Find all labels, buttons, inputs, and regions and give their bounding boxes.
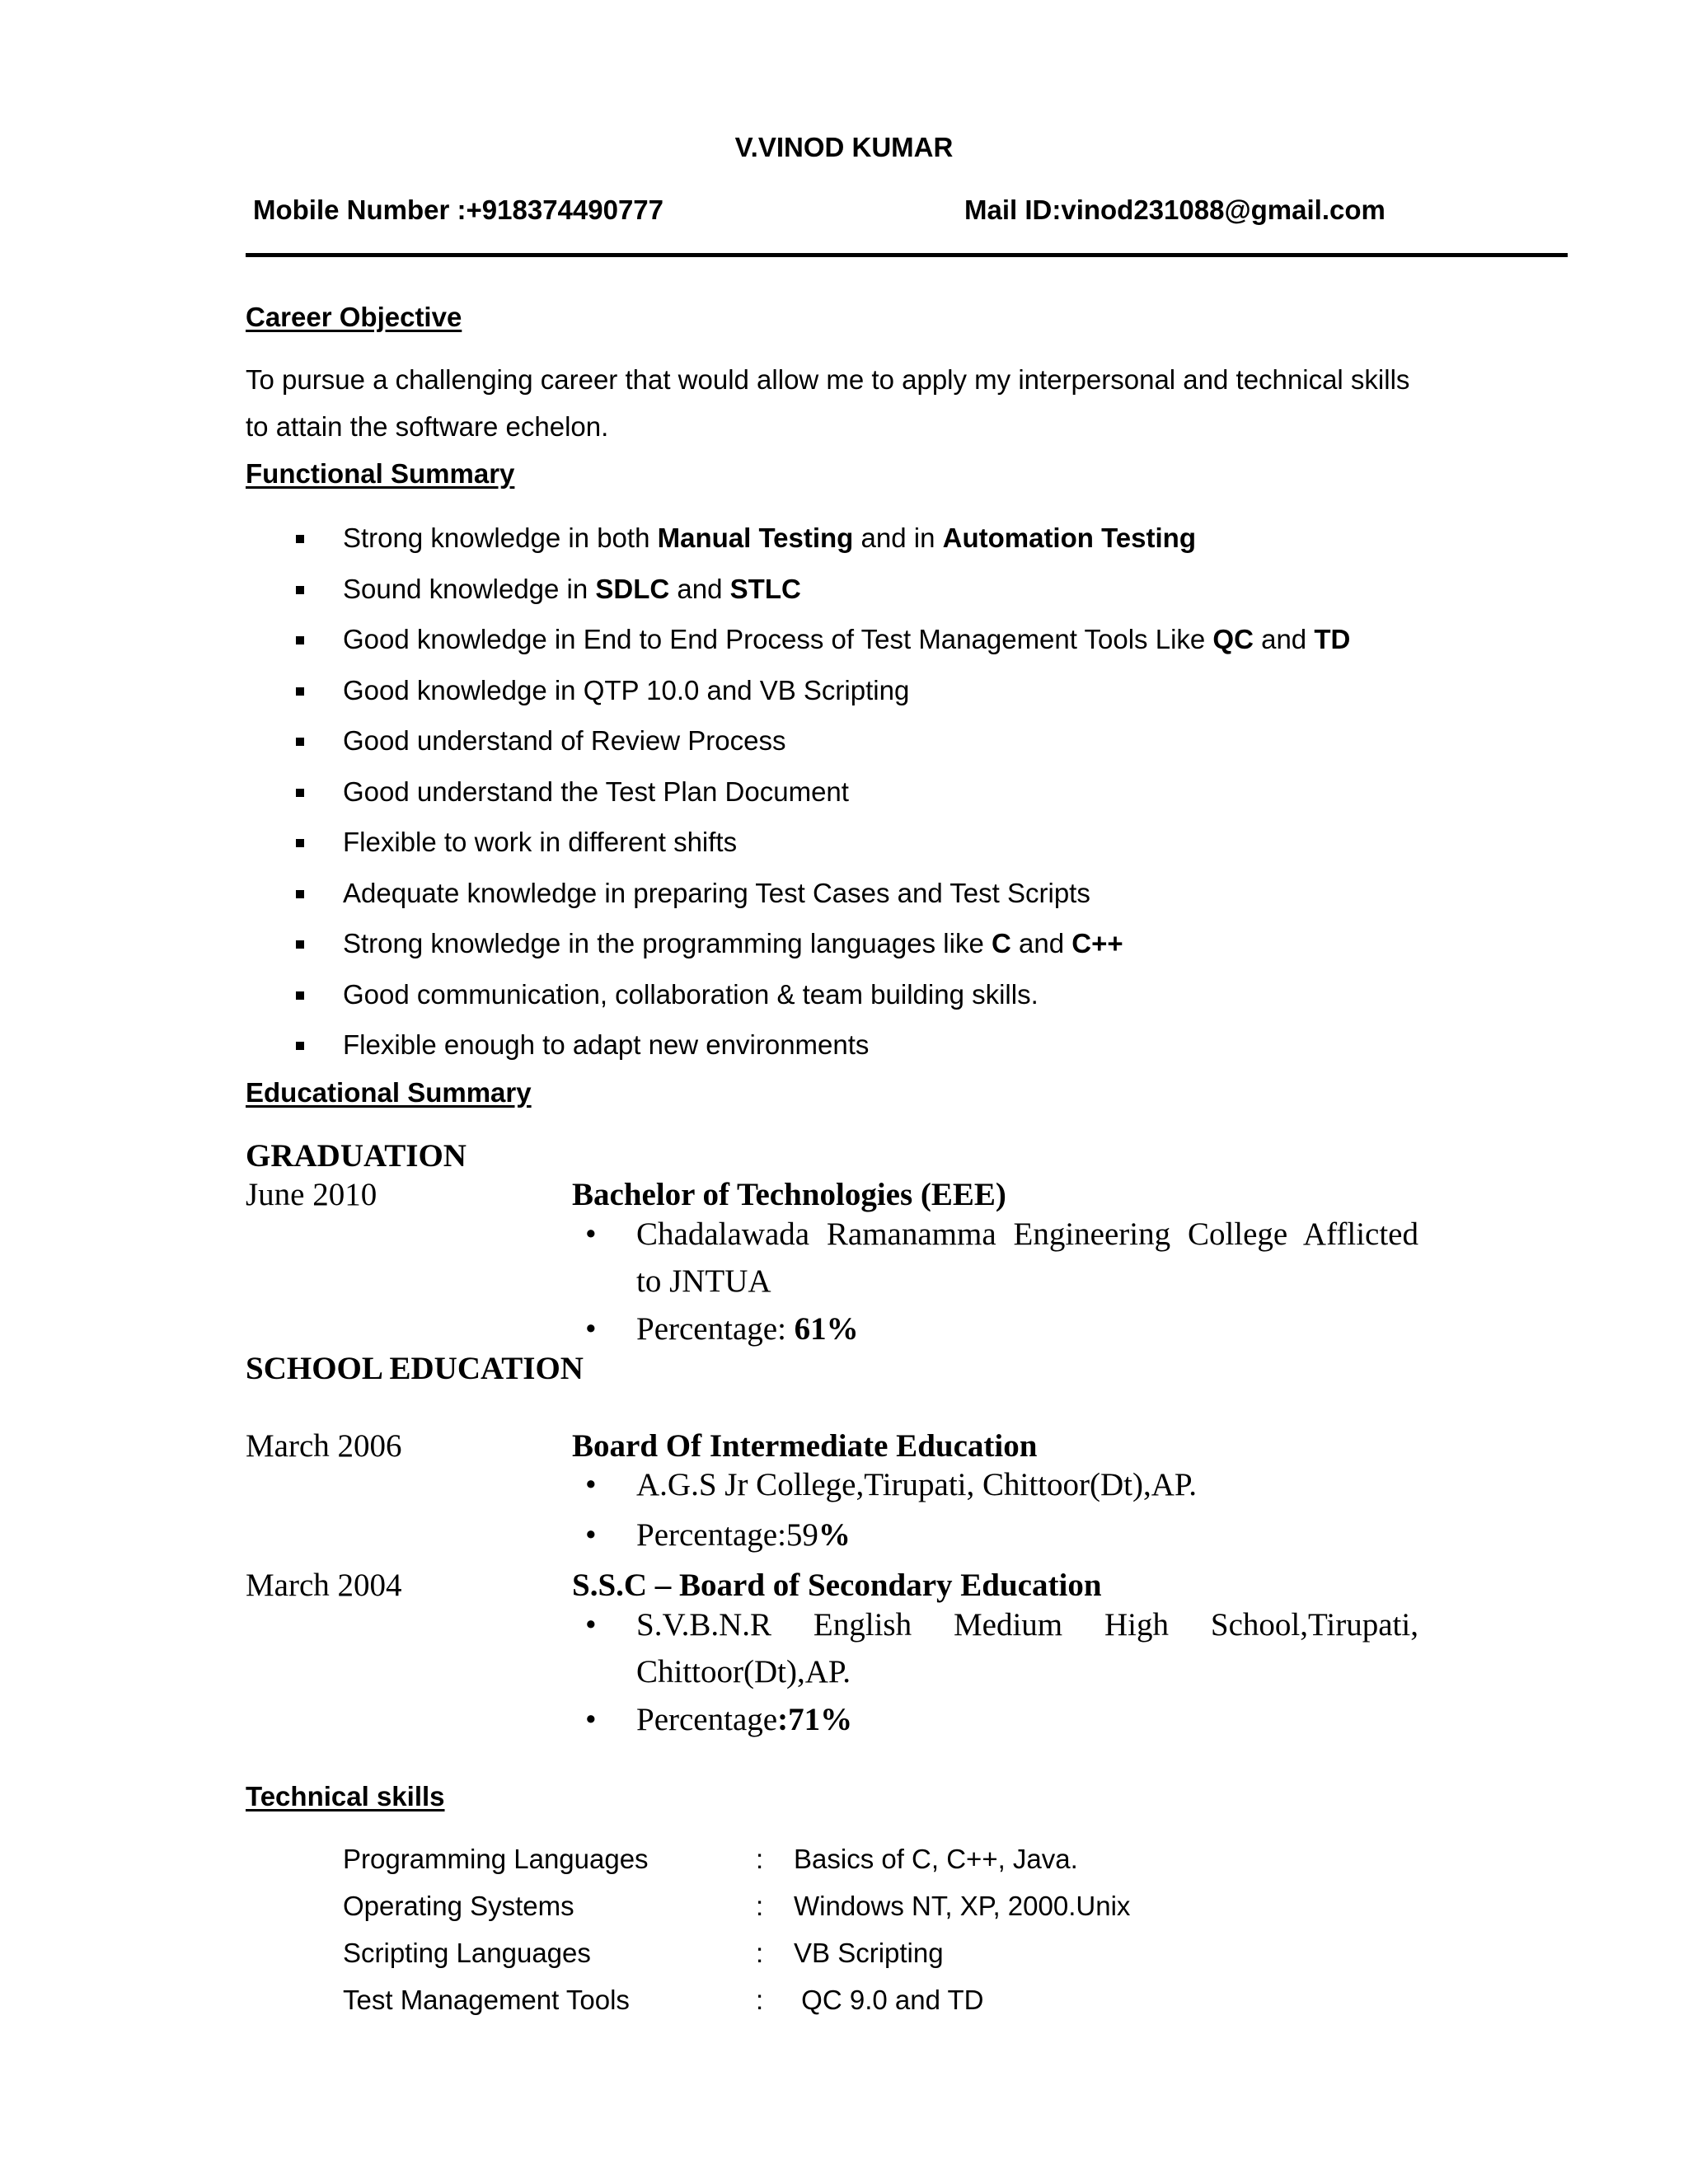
ssc-percentage: Percentage:71% [636,1702,853,1737]
list-item: Good knowledge in End to End Process of Test Management Tools Like QC and TD [343,624,1351,654]
skill-value: QC 9.0 and TD [794,1985,984,2015]
list-item: Strong knowledge in both Manual Testing and in Automation Testing [343,523,1196,553]
list-item: Good communication, collaboration & team building skills. [343,979,1039,1010]
skill-colon: : [756,1844,764,1874]
functional-summary-heading: Functional Summary [246,458,515,489]
technical-skills-heading: Technical skills [246,1781,445,1811]
skill-value: Windows NT, XP, 2000.Unix [794,1891,1131,1921]
bullet-dot-icon: • [585,1467,597,1502]
square-bullet-icon [296,839,304,847]
skill-label: Test Management Tools [343,1985,630,2015]
square-bullet-icon [296,535,304,543]
graduation-degree: Bachelor of Technologies (EEE) [572,1177,1006,1212]
list-item: Good knowledge in QTP 10.0 and VB Scripting [343,675,910,705]
mail-id: Mail ID:vinod231088@gmail.com [964,194,1386,225]
educational-summary-heading: Educational Summary [246,1077,532,1108]
ssc-date: March 2004 [246,1568,402,1603]
square-bullet-icon [296,586,304,594]
square-bullet-icon [296,636,304,644]
skill-label: Programming Languages [343,1844,649,1874]
career-objective-line-1: To pursue a challenging career that would allow me to apply my interpersonal and technical skills [246,364,1410,395]
square-bullet-icon [296,1042,304,1050]
list-item: Adequate knowledge in preparing Test Cases and Test Scripts [343,878,1090,908]
graduation-heading: GRADUATION [246,1138,467,1174]
bullet-dot-icon: • [585,1702,597,1737]
list-item: Flexible to work in different shifts [343,827,738,857]
intermediate-college: A.G.S Jr College,Tirupati, Chittoor(Dt),AP. [636,1467,1198,1502]
square-bullet-icon [296,738,304,746]
skill-colon: : [756,1891,764,1921]
square-bullet-icon [296,687,304,696]
graduation-percentage: Percentage: 61% [636,1311,859,1347]
list-item: Good understand the Test Plan Document [343,776,849,807]
graduation-college-line-2: to JNTUA [636,1263,771,1299]
square-bullet-icon [296,991,304,1000]
skill-value: Basics of C, C++, Java. [794,1844,1078,1874]
bullet-dot-icon: • [585,1607,597,1643]
bullet-dot-icon: • [585,1517,597,1553]
skill-colon: : [756,1985,764,2015]
list-item: Strong knowledge in the programming languages like C and C++ [343,928,1123,958]
graduation-date: June 2010 [246,1177,377,1212]
candidate-name: V.VINOD KUMAR [734,132,954,162]
ssc-school-line-2: Chittoor(Dt),AP. [636,1654,851,1690]
list-item: Flexible enough to adapt new environments [343,1029,870,1060]
list-item: Sound knowledge in SDLC and STLC [343,574,801,604]
list-item: Good understand of Review Process [343,725,786,756]
intermediate-percentage: Percentage:59% [636,1517,851,1553]
school-education-heading: SCHOOL EDUCATION [246,1351,584,1386]
skill-label: Scripting Languages [343,1938,591,1968]
ssc-board: S.S.C – Board of Secondary Education [572,1568,1102,1603]
bullet-dot-icon: • [585,1311,597,1347]
skill-value: VB Scripting [794,1938,944,1968]
bullet-dot-icon: • [585,1216,597,1252]
intermediate-board: Board Of Intermediate Education [572,1428,1038,1464]
header-divider [246,253,1568,257]
graduation-college-line-1: Chadalawada Ramanamma Engineering College Afflicted [636,1216,1418,1252]
career-objective-line-2: to attain the software echelon. [246,411,609,442]
career-objective-heading: Career Objective [246,302,462,332]
skill-label: Operating Systems [343,1891,574,1921]
mobile-number: Mobile Number :+918374490777 [253,194,664,225]
square-bullet-icon [296,789,304,797]
ssc-school-line-1: S.V.B.N.R English Medium High School,Tirupati, [636,1607,1418,1643]
square-bullet-icon [296,940,304,949]
skill-colon: : [756,1938,764,1968]
intermediate-date: March 2006 [246,1428,402,1464]
square-bullet-icon [296,890,304,898]
